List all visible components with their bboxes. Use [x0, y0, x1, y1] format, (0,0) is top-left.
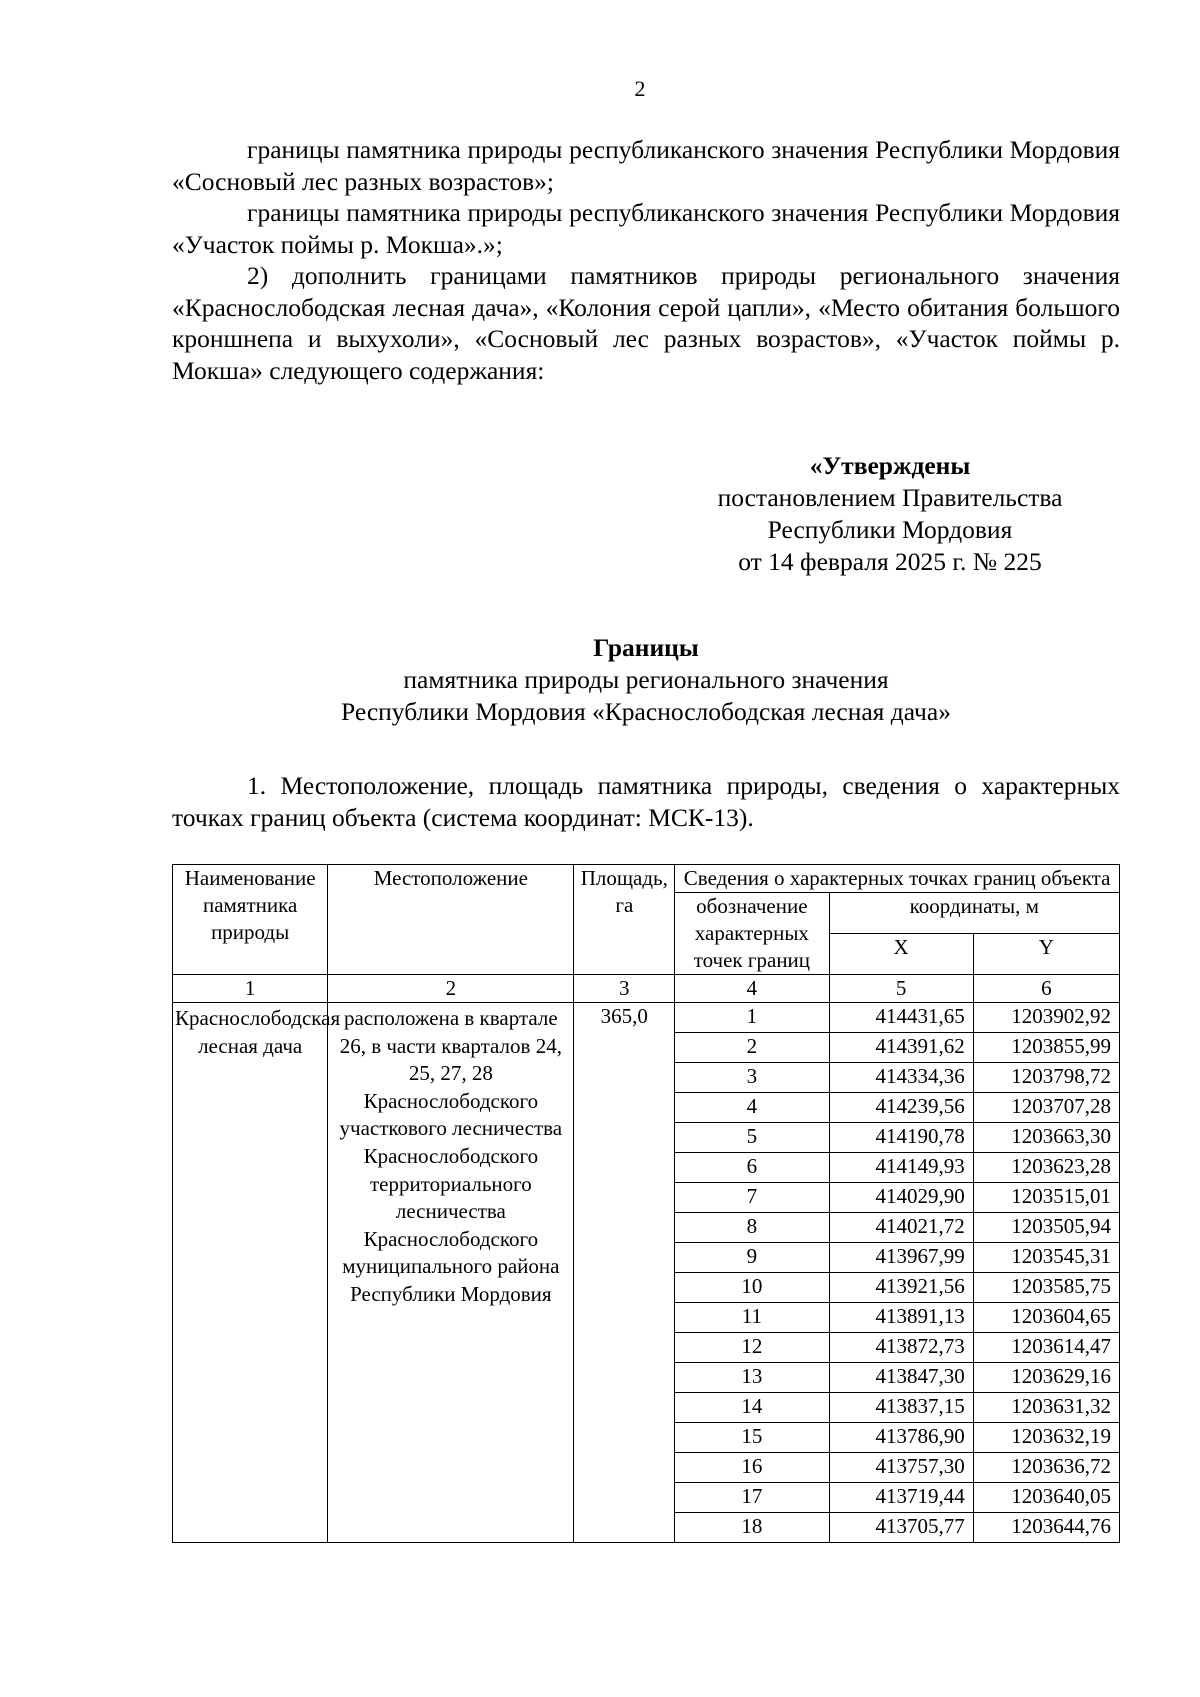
coord-x: 413705,77 — [829, 1513, 973, 1543]
point-label: 8 — [675, 1213, 829, 1243]
body-text — [172, 134, 1120, 386]
coord-y: 1203623,28 — [973, 1153, 1119, 1183]
point-label: 11 — [675, 1303, 829, 1333]
coord-x: 414239,56 — [829, 1093, 973, 1123]
coord-y: 1203631,32 — [973, 1393, 1119, 1423]
coord-x: 414391,62 — [829, 1033, 973, 1063]
coord-x: 414149,93 — [829, 1153, 973, 1183]
coord-x: 413786,90 — [829, 1423, 973, 1453]
column-number: 5 — [829, 975, 973, 1003]
approval-line-3: от 14 февраля 2025 г. № 225 — [738, 547, 1042, 576]
coord-y: 1203515,01 — [973, 1183, 1119, 1213]
heading-title: Границы — [593, 633, 699, 662]
coord-x: 414021,72 — [829, 1213, 973, 1243]
point-label: 4 — [675, 1093, 829, 1123]
point-label: 14 — [675, 1393, 829, 1423]
header-x: X — [829, 934, 973, 975]
coord-y: 1203614,47 — [973, 1333, 1119, 1363]
point-label: 9 — [675, 1243, 829, 1273]
coord-y: 1203855,99 — [973, 1033, 1119, 1063]
coord-y: 1203640,05 — [973, 1483, 1119, 1513]
document-heading — [172, 632, 1120, 728]
paragraph-2: границы памятника природы республиканского значения Республики Мордовия «Участок поймы р. Мокша».»; — [172, 198, 1120, 259]
monument-location: расположена в квартале 26, в части кварталов 24, 25, 27, 28 Краснослободского участкового лесничества Краснослободского территориального лесничества Краснослободского муниципального района Республики Мордовия — [328, 1003, 574, 1543]
heading-line-2: Республики Мордовия «Краснослободская лесная дача» — [341, 697, 951, 726]
coord-x: 413891,13 — [829, 1303, 973, 1333]
coord-x: 414334,36 — [829, 1063, 973, 1093]
point-label: 7 — [675, 1183, 829, 1213]
point-label: 12 — [675, 1333, 829, 1363]
table-row — [173, 1003, 1120, 1033]
page-number: 2 — [634, 76, 646, 101]
header-points-info: Сведения о характерных точках границ объекта — [675, 865, 1120, 893]
header-y: Y — [973, 934, 1119, 975]
point-label: 13 — [675, 1363, 829, 1393]
header-coords: координаты, м — [829, 893, 1119, 934]
approval-title: «Утверждены — [809, 451, 971, 480]
coord-x: 413837,15 — [829, 1393, 973, 1423]
coord-x: 414029,90 — [829, 1183, 973, 1213]
point-label: 15 — [675, 1423, 829, 1453]
coord-x: 413872,73 — [829, 1333, 973, 1363]
coord-y: 1203707,28 — [973, 1093, 1119, 1123]
coord-y: 1203629,16 — [973, 1363, 1119, 1393]
coord-y: 1203604,65 — [973, 1303, 1119, 1333]
point-label: 3 — [675, 1063, 829, 1093]
point-label: 18 — [675, 1513, 829, 1543]
header-point-label: обозначение характерных точек границ — [675, 893, 829, 975]
intro-text — [172, 770, 1120, 833]
point-label: 10 — [675, 1273, 829, 1303]
approval-stamp — [660, 450, 1120, 578]
column-number: 1 — [173, 975, 328, 1003]
point-label: 2 — [675, 1033, 829, 1063]
monument-name: Краснослободская лесная дача — [173, 1003, 328, 1543]
coord-x: 414431,65 — [829, 1003, 973, 1033]
table-body — [173, 1003, 1120, 1543]
coord-y: 1203545,31 — [973, 1243, 1119, 1273]
approval-line-2: Республики Мордовия — [767, 515, 1013, 544]
point-label: 16 — [675, 1453, 829, 1483]
point-label: 17 — [675, 1483, 829, 1513]
header-area: Площадь, га — [574, 865, 675, 975]
coord-y: 1203636,72 — [973, 1453, 1119, 1483]
column-number: 4 — [675, 975, 829, 1003]
column-number: 6 — [973, 975, 1119, 1003]
point-label: 5 — [675, 1123, 829, 1153]
paragraph-3: 2) дополнить границами памятников природы регионального значения «Краснослободская лесная дача», «Колония серой цапли», «Место обитания большого кроншнепа и выхухоли», «Сосновый лес разных возрастов», «Участок поймы р. Мокша» следующего содержания: — [172, 261, 1120, 385]
coord-y: 1203663,30 — [973, 1123, 1119, 1153]
coord-y: 1203585,75 — [973, 1273, 1119, 1303]
coord-x: 413921,56 — [829, 1273, 973, 1303]
approval-line-1: постановлением Правительства — [717, 483, 1063, 512]
paragraph-1: границы памятника природы республиканского значения Республики Мордовия «Сосновый лес разных возрастов»; — [172, 135, 1120, 196]
monument-area: 365,0 — [574, 1003, 675, 1543]
header-location: Местоположение — [328, 865, 574, 975]
coord-x: 413847,30 — [829, 1363, 973, 1393]
point-label: 1 — [675, 1003, 829, 1033]
heading-line-1: памятника природы регионального значения — [403, 665, 889, 694]
column-number: 2 — [328, 975, 574, 1003]
coord-x: 413719,44 — [829, 1483, 973, 1513]
header-name: Наименование памятника природы — [173, 865, 328, 975]
coord-y: 1203902,92 — [973, 1003, 1119, 1033]
coord-y: 1203644,76 — [973, 1513, 1119, 1543]
coord-x: 414190,78 — [829, 1123, 973, 1153]
coord-x: 413757,30 — [829, 1453, 973, 1483]
coord-y: 1203505,94 — [973, 1213, 1119, 1243]
column-number: 3 — [574, 975, 675, 1003]
coord-y: 1203798,72 — [973, 1063, 1119, 1093]
boundary-table — [172, 864, 1120, 1543]
point-label: 6 — [675, 1153, 829, 1183]
coord-y: 1203632,19 — [973, 1423, 1119, 1453]
coord-x: 413967,99 — [829, 1243, 973, 1273]
intro-paragraph: 1. Местоположение, площадь памятника природы, сведения о характерных точках границ объекта (система координат: МСК-13). — [172, 771, 1120, 832]
